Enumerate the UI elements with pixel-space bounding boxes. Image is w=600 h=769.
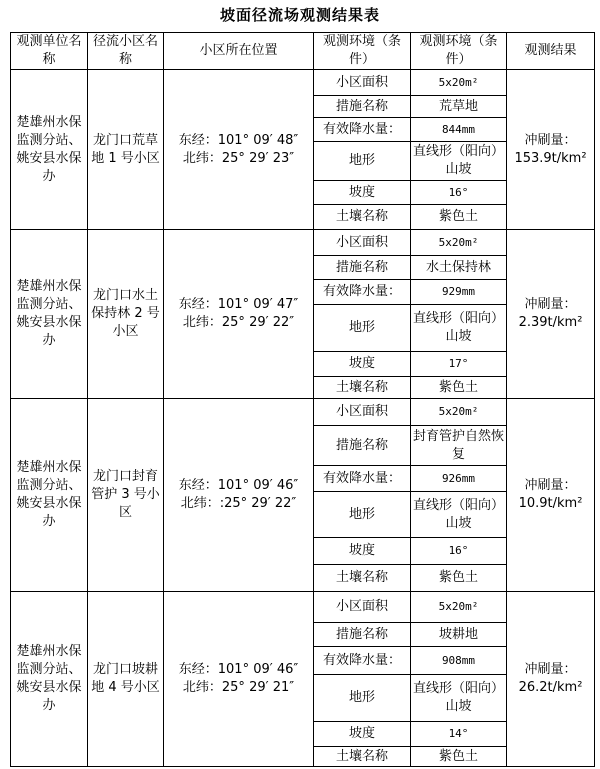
env-label-cell: 有效降水量： (314, 647, 411, 675)
env-label-cell: 坡度 (314, 538, 411, 565)
table-row (11, 70, 595, 96)
env-value-cell: 直线形（阳向）山坡 (411, 492, 507, 538)
env-value-cell: 17° (411, 352, 507, 377)
env-value-cell: 14° (411, 722, 507, 747)
env-value-cell: 844mm (411, 118, 507, 142)
env-label-cell: 措施名称 (314, 426, 411, 466)
env-value-cell: 直线形（阳向）山坡 (411, 675, 507, 722)
header-row (11, 33, 595, 70)
env-label-cell: 土壤名称 (314, 377, 411, 399)
env-label-cell: 地形 (314, 492, 411, 538)
plot-name-cell: 龙门口封育管护 3 号小区 (88, 399, 164, 592)
env-value-cell: 荒草地 (411, 96, 507, 118)
result-cell: 冲刷量： 2.39t/km² (507, 230, 595, 399)
unit-cell: 楚雄州水保监测分站、姚安县水保办 (11, 70, 88, 230)
header-cell: 观测单位名称 (11, 33, 88, 70)
location-cell: 东经：101° 09′ 48″ 北纬：25° 29′ 23″ (164, 70, 314, 230)
env-label-cell: 有效降水量： (314, 118, 411, 142)
env-value-cell: 紫色土 (411, 205, 507, 230)
env-label-cell: 地形 (314, 675, 411, 722)
env-value-cell: 16° (411, 181, 507, 205)
env-label-cell: 措施名称 (314, 96, 411, 118)
env-label-cell: 地形 (314, 142, 411, 181)
plot-name-cell: 龙门口荒草地 1 号小区 (88, 70, 164, 230)
location-cell: 东经：101° 09′ 46″ 北纬：:25° 29′ 22″ (164, 399, 314, 592)
env-value-cell: 908mm (411, 647, 507, 675)
env-label-cell: 土壤名称 (314, 205, 411, 230)
env-value-cell: 紫色土 (411, 747, 507, 767)
header-cell: 观测结果 (507, 33, 595, 70)
env-value-cell: 直线形（阳向）山坡 (411, 305, 507, 352)
page-title: 坡面径流场观测结果表 (219, 6, 380, 24)
env-value-cell: 5x20m² (411, 399, 507, 426)
env-value-cell: 5x20m² (411, 70, 507, 96)
env-value-cell: 紫色土 (411, 565, 507, 592)
env-label-cell: 土壤名称 (314, 565, 411, 592)
env-label-cell: 措施名称 (314, 623, 411, 647)
env-value-cell: 直线形（阳向）山坡 (411, 142, 507, 181)
env-label-cell: 小区面积 (314, 230, 411, 256)
env-label-cell: 小区面积 (314, 592, 411, 623)
env-value-cell: 5x20m² (411, 592, 507, 623)
env-value-cell: 封育管护自然恢复 (411, 426, 507, 466)
env-value-cell: 926mm (411, 466, 507, 492)
location-cell: 东经：101° 09′ 47″ 北纬：25° 29′ 22″ (164, 230, 314, 399)
env-label-cell: 措施名称 (314, 256, 411, 280)
env-label-cell: 小区面积 (314, 70, 411, 96)
env-label-cell: 有效降水量： (314, 280, 411, 305)
table-row (11, 230, 595, 256)
header-cell: 径流小区名称 (88, 33, 164, 70)
unit-cell: 楚雄州水保监测分站、姚安县水保办 (11, 230, 88, 399)
results-table (10, 32, 595, 767)
env-label-cell: 土壤名称 (314, 747, 411, 767)
env-label-cell: 地形 (314, 305, 411, 352)
unit-cell: 楚雄州水保监测分站、姚安县水保办 (11, 592, 88, 767)
header-cell: 观测环境（条件） (314, 33, 411, 70)
location-cell: 东经：101° 09′ 46″ 北纬：25° 29′ 21″ (164, 592, 314, 767)
plot-name-cell: 龙门口坡耕地 4 号小区 (88, 592, 164, 767)
plot-name-cell: 龙门口水土保持林 2 号小区 (88, 230, 164, 399)
env-label-cell: 坡度 (314, 722, 411, 747)
result-cell: 冲刷量： 153.9t/km² (507, 70, 595, 230)
unit-cell: 楚雄州水保监测分站、姚安县水保办 (11, 399, 88, 592)
header-cell: 观测环境（条件） (411, 33, 507, 70)
env-value-cell: 紫色土 (411, 377, 507, 399)
result-cell: 冲刷量： 26.2t/km² (507, 592, 595, 767)
env-value-cell: 水土保持林 (411, 256, 507, 280)
env-value-cell: 16° (411, 538, 507, 565)
env-value-cell: 坡耕地 (411, 623, 507, 647)
env-value-cell: 5x20m² (411, 230, 507, 256)
result-cell: 冲刷量： 10.9t/km² (507, 399, 595, 592)
env-label-cell: 坡度 (314, 181, 411, 205)
env-label-cell: 小区面积 (314, 399, 411, 426)
env-value-cell: 929mm (411, 280, 507, 305)
env-label-cell: 有效降水量： (314, 466, 411, 492)
table-row (11, 592, 595, 623)
env-label-cell: 坡度 (314, 352, 411, 377)
table-row (11, 399, 595, 426)
header-cell: 小区所在位置 (164, 33, 314, 70)
